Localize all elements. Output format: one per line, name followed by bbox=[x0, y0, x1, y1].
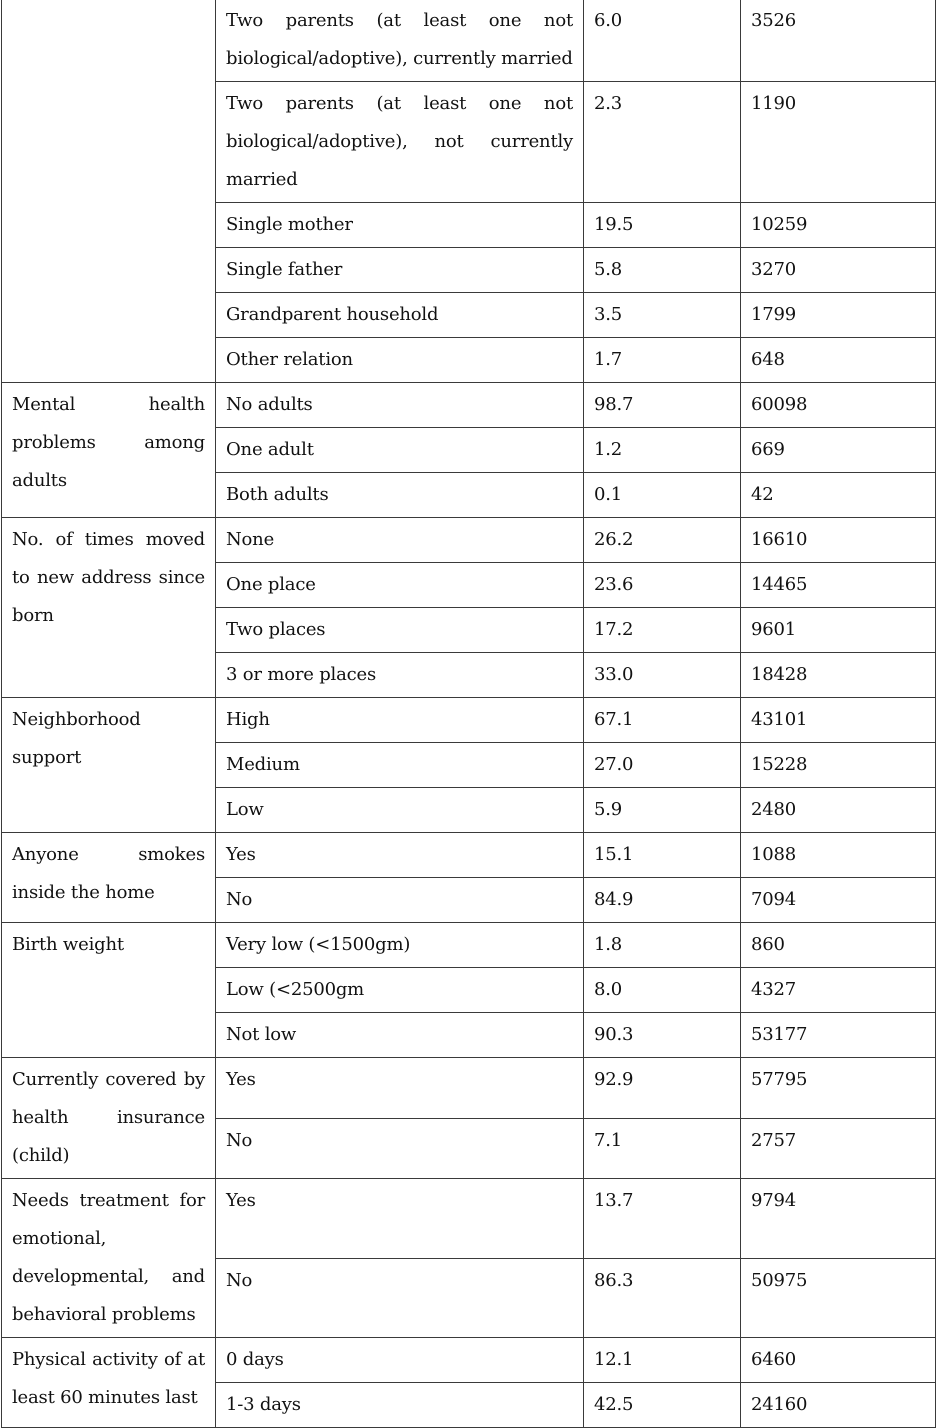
count-cell: 18428 bbox=[741, 653, 936, 698]
variable-cell: No. of times moved to new address since born bbox=[2, 518, 216, 698]
variable-cell: Mental health problems among adults bbox=[2, 383, 216, 518]
count-cell: 15228 bbox=[741, 743, 936, 788]
percent-cell: 26.2 bbox=[584, 518, 741, 563]
count-cell: 2480 bbox=[741, 788, 936, 833]
count-cell: 14465 bbox=[741, 563, 936, 608]
variable-cell bbox=[2, 0, 216, 383]
category-cell: Yes bbox=[216, 1058, 584, 1119]
count-cell: 50975 bbox=[741, 1258, 936, 1338]
count-cell: 648 bbox=[741, 338, 936, 383]
category-cell: Medium bbox=[216, 743, 584, 788]
category-cell: Low (<2500gm bbox=[216, 968, 584, 1013]
category-cell: Two parents (at least one not biological/adoptive), currently married bbox=[216, 0, 584, 82]
percent-cell: 42.5 bbox=[584, 1383, 741, 1428]
count-cell: 42 bbox=[741, 473, 936, 518]
category-cell: 1-3 days bbox=[216, 1383, 584, 1428]
percent-cell: 3.5 bbox=[584, 293, 741, 338]
table-body bbox=[2, 0, 936, 1428]
percent-cell: 0.1 bbox=[584, 473, 741, 518]
variable-cell: Needs treatment for emotional, developmental, and behavioral problems bbox=[2, 1179, 216, 1338]
table-row bbox=[2, 0, 936, 82]
count-cell: 669 bbox=[741, 428, 936, 473]
count-cell: 9601 bbox=[741, 608, 936, 653]
percent-cell: 33.0 bbox=[584, 653, 741, 698]
table-row bbox=[2, 833, 936, 878]
category-cell: None bbox=[216, 518, 584, 563]
count-cell: 1190 bbox=[741, 82, 936, 203]
category-cell: High bbox=[216, 698, 584, 743]
category-cell: 3 or more places bbox=[216, 653, 584, 698]
table-row bbox=[2, 383, 936, 428]
category-cell: Yes bbox=[216, 1179, 584, 1259]
variable-cell: Neighborhood support bbox=[2, 698, 216, 833]
table-row bbox=[2, 1058, 936, 1119]
table-row bbox=[2, 698, 936, 743]
variable-cell: Anyone smokes inside the home bbox=[2, 833, 216, 923]
category-cell: No bbox=[216, 1258, 584, 1338]
percent-cell: 8.0 bbox=[584, 968, 741, 1013]
category-cell: Yes bbox=[216, 833, 584, 878]
category-cell: Both adults bbox=[216, 473, 584, 518]
category-cell: One adult bbox=[216, 428, 584, 473]
percent-cell: 15.1 bbox=[584, 833, 741, 878]
percent-cell: 67.1 bbox=[584, 698, 741, 743]
count-cell: 10259 bbox=[741, 203, 936, 248]
category-cell: Not low bbox=[216, 1013, 584, 1058]
count-cell: 16610 bbox=[741, 518, 936, 563]
table-row bbox=[2, 518, 936, 563]
percent-cell: 19.5 bbox=[584, 203, 741, 248]
percent-cell: 86.3 bbox=[584, 1258, 741, 1338]
count-cell: 9794 bbox=[741, 1179, 936, 1259]
percent-cell: 5.8 bbox=[584, 248, 741, 293]
category-cell: Two parents (at least one not biological/adoptive), not currently married bbox=[216, 82, 584, 203]
data-table bbox=[1, 0, 936, 1428]
count-cell: 3526 bbox=[741, 0, 936, 82]
category-cell: No bbox=[216, 1118, 584, 1179]
category-cell: 0 days bbox=[216, 1338, 584, 1383]
category-cell: Very low (<1500gm) bbox=[216, 923, 584, 968]
category-cell: Two places bbox=[216, 608, 584, 653]
count-cell: 2757 bbox=[741, 1118, 936, 1179]
percent-cell: 5.9 bbox=[584, 788, 741, 833]
percent-cell: 1.2 bbox=[584, 428, 741, 473]
count-cell: 53177 bbox=[741, 1013, 936, 1058]
count-cell: 3270 bbox=[741, 248, 936, 293]
count-cell: 24160 bbox=[741, 1383, 936, 1428]
percent-cell: 27.0 bbox=[584, 743, 741, 788]
percent-cell: 6.0 bbox=[584, 0, 741, 82]
category-cell: One place bbox=[216, 563, 584, 608]
category-cell: No adults bbox=[216, 383, 584, 428]
category-cell: Other relation bbox=[216, 338, 584, 383]
percent-cell: 12.1 bbox=[584, 1338, 741, 1383]
category-cell: No bbox=[216, 878, 584, 923]
table-row bbox=[2, 1338, 936, 1383]
percent-cell: 90.3 bbox=[584, 1013, 741, 1058]
count-cell: 1799 bbox=[741, 293, 936, 338]
percent-cell: 98.7 bbox=[584, 383, 741, 428]
percent-cell: 7.1 bbox=[584, 1118, 741, 1179]
count-cell: 860 bbox=[741, 923, 936, 968]
percent-cell: 2.3 bbox=[584, 82, 741, 203]
variable-cell: Physical activity of at least 60 minutes last bbox=[2, 1338, 216, 1428]
percent-cell: 13.7 bbox=[584, 1179, 741, 1259]
count-cell: 43101 bbox=[741, 698, 936, 743]
variable-cell: Birth weight bbox=[2, 923, 216, 1058]
percent-cell: 17.2 bbox=[584, 608, 741, 653]
category-cell: Low bbox=[216, 788, 584, 833]
count-cell: 60098 bbox=[741, 383, 936, 428]
count-cell: 7094 bbox=[741, 878, 936, 923]
table-row bbox=[2, 1179, 936, 1259]
percent-cell: 84.9 bbox=[584, 878, 741, 923]
count-cell: 6460 bbox=[741, 1338, 936, 1383]
count-cell: 57795 bbox=[741, 1058, 936, 1119]
percent-cell: 1.8 bbox=[584, 923, 741, 968]
table-row bbox=[2, 923, 936, 968]
category-cell: Single father bbox=[216, 248, 584, 293]
percent-cell: 1.7 bbox=[584, 338, 741, 383]
variable-cell: Currently covered by health insurance (child) bbox=[2, 1058, 216, 1179]
percent-cell: 92.9 bbox=[584, 1058, 741, 1119]
category-cell: Grandparent household bbox=[216, 293, 584, 338]
count-cell: 4327 bbox=[741, 968, 936, 1013]
category-cell: Single mother bbox=[216, 203, 584, 248]
percent-cell: 23.6 bbox=[584, 563, 741, 608]
count-cell: 1088 bbox=[741, 833, 936, 878]
